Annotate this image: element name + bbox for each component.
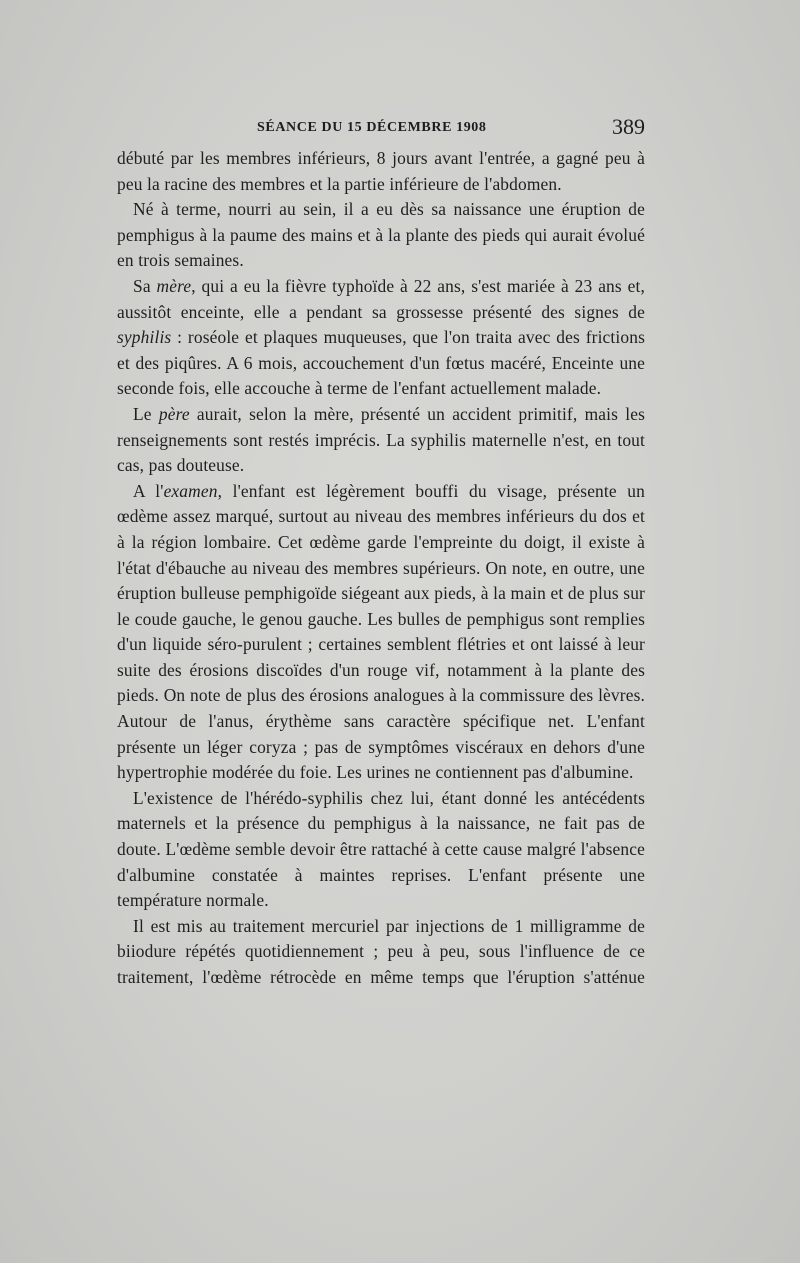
paragraph — [117, 786, 645, 914]
text-run: A l' — [133, 480, 164, 501]
text-run: Sa — [133, 275, 157, 296]
italic-term: syphilis — [117, 327, 172, 348]
paragraph — [117, 402, 645, 479]
text-run: , l'enfant est légèrement bouffi du visage, présente un œdème assez marqué, surtout au niveau des membres inférieurs du dos et à la région lombaire. Cet œdème garde l'empreinte du doigt, il existe à l'état d'ébauche au niveau des membres supérieurs. On note, en outre, une éruption bulleuse pemphigoïde siégeant aux pieds, à la main et de plus sur le coude gauche, le genou gauche. Les bulles de pemphigus sont remplies d'un liquide séro-purulent ; certaines semblent flétries et ont laissé à leur suite des érosions discoïdes d'un rouge vif, notamment à la plante des pieds. On note de plus des érosions analogues à la commissure des lèvres. Autour de l'anus, érythème sans caractère spécifique net. L'enfant présente un léger coryza ; pas de symptômes viscéraux en dehors d'une hypertrophie modérée du foie. Les urines ne contiennent pas d'albumine. — [117, 480, 645, 783]
text-run: L'existence de l'hérédo-syphilis chez lui, étant donné les antécédents maternels et la présence du pemphigus à la naissance, ne fait pas de doute. L'œdème semble devoir être rattaché à cette cause malgré l'absence d'albumine constatée à maintes reprises. L'enfant présente une température normale. — [117, 787, 645, 911]
text-run: : roséole et plaques muqueuses, que l'on traita avec des frictions et des piqûres. A 6 mois, accouchement d'un fœtus macéré, Enceinte une seconde fois, elle accouche à terme de l'enfant actuellement malade. — [117, 327, 645, 399]
text-run: Né à terme, nourri au sein, il a eu dès sa naissance une éruption de pemphigus à la paume des mains et à la plante des pieds qui aurait évolué en trois semaines. — [117, 199, 645, 271]
page-header — [117, 116, 645, 146]
paragraph — [117, 197, 645, 274]
body-text — [117, 146, 645, 991]
italic-term: mère — [156, 275, 192, 296]
page-number: 389 — [612, 114, 645, 139]
paragraph — [117, 274, 645, 402]
paragraph — [117, 479, 645, 786]
italic-term: examen — [163, 480, 218, 501]
paragraph — [117, 146, 645, 197]
text-run: Le — [133, 403, 159, 424]
text-run: Il est mis au traitement mercuriel par injections de 1 milligramme de biiodure répétés quotidiennement ; peu à peu, sous l'influence de ce traitement, l'œdème rétrocède en même temps que l'éruption s'atténue — [117, 915, 645, 987]
text-run: débuté par les membres inférieurs, 8 jours avant l'entrée, a gagné peu à peu la racine des membres et la partie inférieure de l'abdomen. — [117, 148, 645, 194]
italic-term: père — [158, 403, 190, 424]
running-title: SÉANCE DU 15 DÉCEMBRE 1908 — [257, 120, 487, 135]
paragraph — [117, 914, 645, 991]
text-run: aurait, selon la mère, présenté un accident primitif, mais les renseignements sont restés imprécis. La syphilis maternelle n'est, en tout cas, pas douteuse. — [117, 403, 646, 476]
text-run: , qui a eu la fièvre typhoïde à 22 ans, s'est mariée à 23 ans et, aussitôt enceinte, elle a pendant sa grossesse présenté des signes de — [117, 275, 645, 322]
